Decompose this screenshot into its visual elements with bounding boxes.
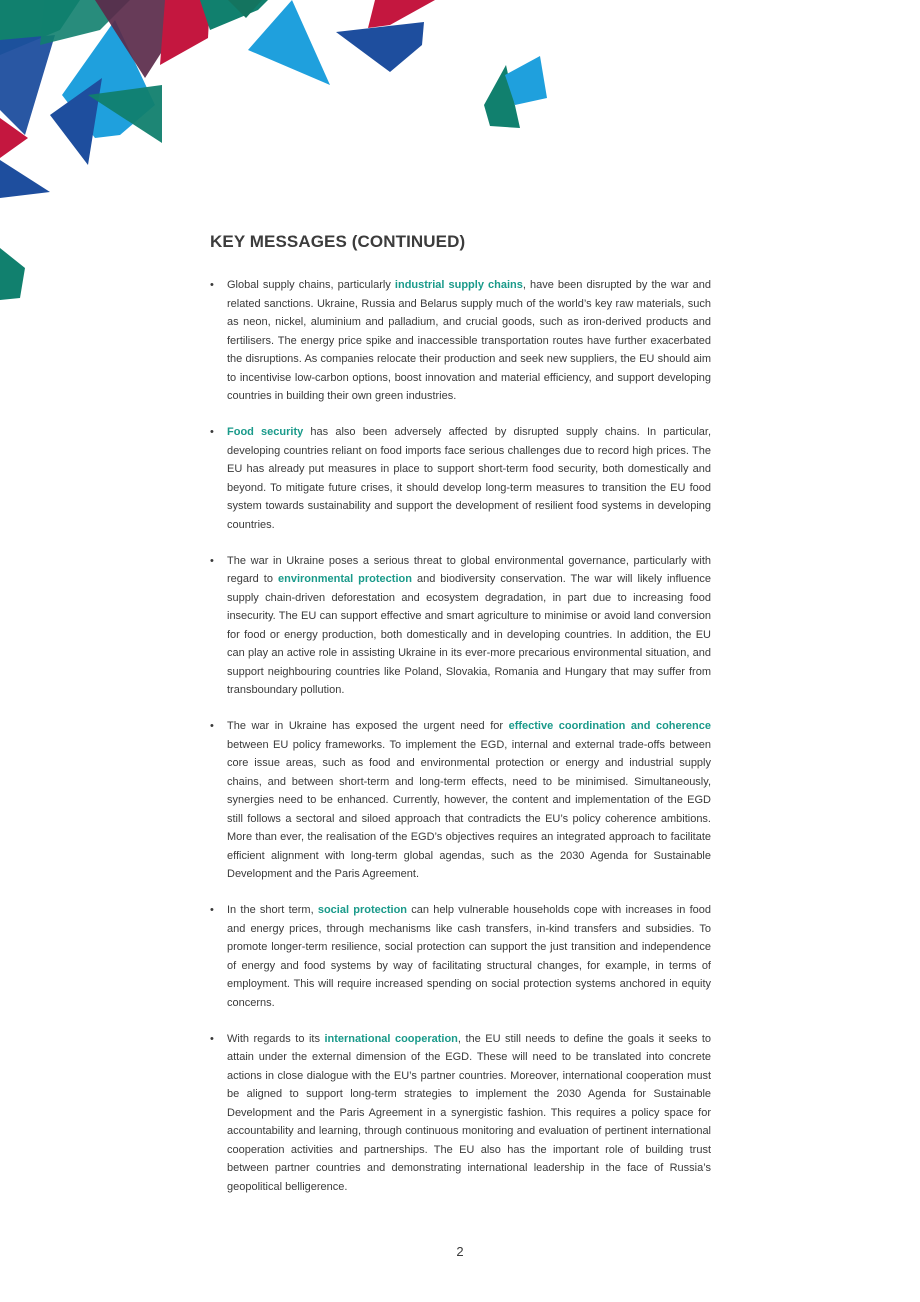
sky-triangle bbox=[248, 0, 330, 85]
decorative-triangles bbox=[0, 0, 560, 310]
red-triangle bbox=[368, 0, 435, 28]
bullet-text: Global supply chains, particularly bbox=[227, 279, 395, 291]
bullet-text: and biodiversity conservation. The war will likely influence supply chain-driven deforestation and ecosystem degradation, in part due to increasing food insecurity. The EU can support effective and smart agriculture to minimise or avoid land conversion for food or energy production, both domestically and in developing countries. In addition, the EU can play an active role in assisting Ukraine in its ever-more precarious environmental situation, and support neighbouring countries like Poland, Slovakia, Romania and Hungary that may suffer from transboundary pollution. bbox=[227, 573, 711, 696]
bullet-text: , the EU still needs to define the goals it seeks to attain under the external dimension of the EGD. These will need to be translated into concrete actions in close dialogue with the EU’s partner countries. Moreover, international cooperation must be aligned to support long-term strategies to implement the 2030 Agenda for Sustainable Development and the Paris Agreement in a synergistic fashion. This requires a policy space for accountability and learning, through continuous monitoring and evaluation of pertinent international cooperation activities and partnerships. The EU also has the important role of building trust between partner countries and demonstrating international leadership in the face of Russia’s geopolitical belligerence. bbox=[227, 1032, 711, 1193]
keyword-highlight: environmental protection bbox=[277, 573, 412, 585]
keyword-highlight: industrial supply chains bbox=[394, 279, 523, 291]
page-number: 2 bbox=[456, 1244, 464, 1259]
teal-triangle bbox=[0, 248, 25, 300]
blue-triangle bbox=[0, 35, 55, 135]
keyword-highlight: international cooperation bbox=[324, 1032, 458, 1045]
key-messages-list bbox=[210, 276, 711, 1196]
page-heading: KEY MESSAGES (CONTINUED) bbox=[210, 232, 466, 251]
bullet-text: The war in Ukraine has exposed the urgent need for bbox=[227, 720, 509, 732]
blue-triangle bbox=[0, 160, 50, 198]
blue-triangle bbox=[336, 22, 424, 72]
bullet-food-security bbox=[210, 423, 711, 534]
bullet-text: , have been disrupted by the war and related sanctions. Ukraine, Russia and Belarus supply much of the world’s key raw materials, such as neon, nickel, aluminium and palladium, and crucial goods, such as iron-derived products and fertilisers. The energy price spike and inaccessible transportation routes have further exacerbated the disruptions. As companies relocate their production and seek new suppliers, the EU should aim to incentivise low-carbon options, boost innovation and material efficiency, and support developing countries in building their own green industries. bbox=[227, 279, 711, 402]
bullet-environmental-protection bbox=[210, 552, 711, 700]
keyword-highlight: social protection bbox=[317, 904, 408, 916]
bullet-text: has also been adversely affected by disrupted supply chains. In particular, developing countries reliant on food imports face serious challenges due to record high prices. The EU has already put measures in place to support short-term food security, both domestically and beyond. To mitigate future crises, it should develop long-term measures to transition the EU food system towards sustainability and support the development of resilient food systems in developing countries. bbox=[227, 426, 712, 531]
keyword-highlight: effective coordination and coherence bbox=[508, 720, 711, 732]
bullet-text: can help vulnerable households cope with increases in food and energy prices, through mechanisms like cash transfers, in-kind transfers and subsidies. To promote longer-term resilience, social protection can support the just transition and independence of energy and food systems by way of facilitating structural changes, for example, in terms of employment. This will require increased spending on social protection systems anchored in equity concerns. bbox=[227, 904, 711, 1009]
red-triangle bbox=[160, 0, 210, 65]
keyword-highlight: Food security bbox=[227, 426, 304, 438]
bullet-coordination-coherence bbox=[210, 717, 711, 884]
bullet-text: With regards to its bbox=[227, 1032, 325, 1045]
bullet-text: The war in Ukraine poses a serious threat to global environmental governance, particularly with regard to bbox=[227, 554, 711, 585]
bullet-social-protection bbox=[210, 901, 711, 1012]
bullet-international-cooperation bbox=[210, 1030, 711, 1197]
bullet-industrial-supply-chains bbox=[210, 276, 711, 406]
bullet-text: between EU policy frameworks. To implement the EGD, internal and external trade-offs between core issue areas, such as food and environmental protection or energy and industrial supply chains, and between short-term and long-term effects, need to be minimised. Simultaneously, synergies need to be enhanced. Currently, however, the content and implementation of the EGD still follows a sectoral and siloed approach that contradicts the EU’s policy coherence ambitions. More than ever, the realisation of the EGD’s objectives requires an integrated approach to facilitate efficient alignment with long-term global agendas, such as the 2030 Agenda for Sustainable Development and the Paris Agreement. bbox=[227, 738, 711, 880]
bullet-text: In the short term, bbox=[227, 904, 318, 916]
